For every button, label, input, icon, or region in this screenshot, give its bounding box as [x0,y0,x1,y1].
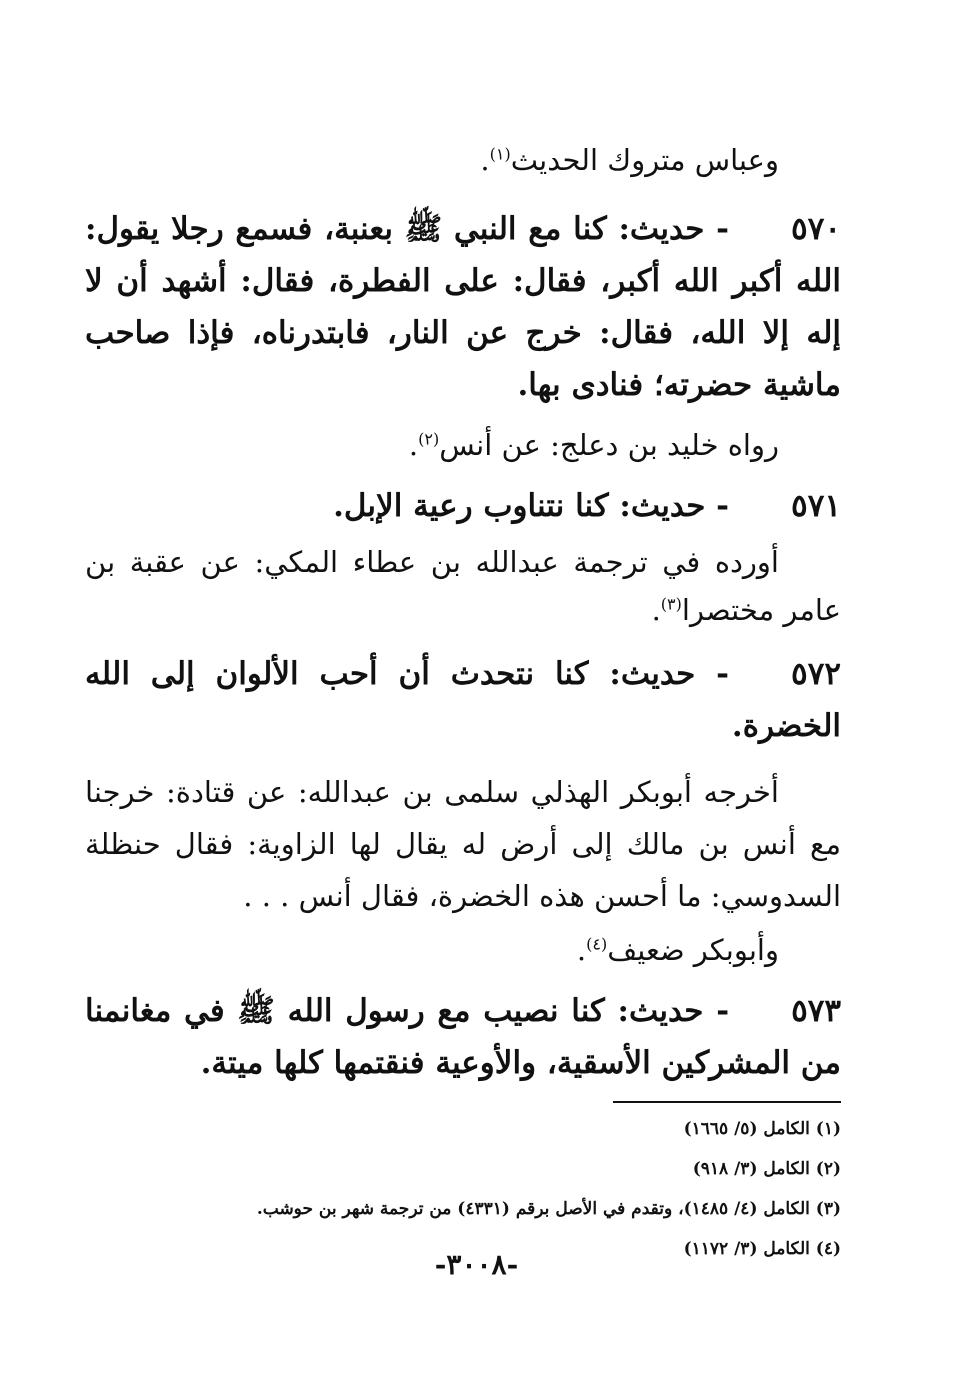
footnote-3: (٣) الكامل (٤/ ١٤٨٥)، وتقدم في الأصل برقم (٤٣٣١) من ترجمة شهر بن حوشب. [256,1199,841,1219]
narration-text: وأبوبكر ضعيف [607,933,779,967]
footnote-2: (٢) الكامل (٣/ ٩١٨) [692,1159,841,1179]
punctuation: . [651,593,661,627]
hadith-text: حديث: كنا نتحدث أن أحب الألوان إلى الله الخضرة. [85,656,841,744]
footnote-ref: (٣) [660,594,682,614]
hadith-571 [85,480,841,532]
footnote-divider [613,1101,841,1103]
hadith-572 [85,648,841,752]
narration-text: رواه خليد بن دعلج: عن أنس [439,428,779,462]
hadith-number: ٥٧٢- [716,656,841,692]
hadith-number: ٥٧٣- [716,993,842,1029]
paragraph-abbas [85,132,841,189]
narration-570 [85,417,841,474]
hadith-number: ٥٧٠- [716,211,841,247]
hadith-573 [85,985,841,1089]
hadith-text: حديث: كنا مع النبي ﷺ بعنبة، فسمع رجلا يقول: الله أكبر الله أكبر، فقال: على الفطرة، فقال: أشهد أن لا إله إلا الله، فقال: خرج عن النار، فابتدرناه، فإذا صاحب ماشية حضرته؛ فنادى بها. [85,211,841,403]
narration-572 [85,766,841,922]
footnote-1: (١) الكامل (٥/ ١٦٦٥) [683,1119,841,1139]
footnote-4: (٤) الكامل (٣/ ١١٧٢) [683,1239,841,1259]
punctuation: . [480,143,490,177]
footnote-ref: (٢) [418,429,440,449]
weakness-note-572 [85,922,841,979]
footnotes [85,1109,841,1269]
footnote-ref: (١) [489,144,511,164]
narration-text: أورده في ترجمة عبدالله بن عطاء المكي: عن عقبة بن عامر مختصرا [85,545,841,627]
paragraph-text: وعباس متروك الحديث [510,143,779,177]
hadith-number: ٥٧١- [716,488,841,524]
hadith-text: حديث: كنا نصيب مع رسول الله ﷺ في مغانمنا من المشركين الأسقية، والأوعية فنقتمها كلها ميتة. [85,993,841,1081]
hadith-570 [85,203,841,411]
punctuation: . [408,428,419,462]
narration-text: أخرجه أبوبكر الهذلي سلمى بن عبدالله: عن قتادة: خرجنا مع أنس بن مالك إلى أرض له يقال لها الزاوية: فقال حنظلة السدوسي: ما أحسن هذه الخضرة، فقال أنس . . . [85,775,841,913]
footnote-ref: (٤) [586,934,608,954]
punctuation: . [576,933,587,967]
page-number: -٣٠٠٨- [434,1248,519,1281]
hadith-text: حديث: كنا نتناوب رعية الإبل. [333,488,706,524]
narration-571 [85,538,841,634]
